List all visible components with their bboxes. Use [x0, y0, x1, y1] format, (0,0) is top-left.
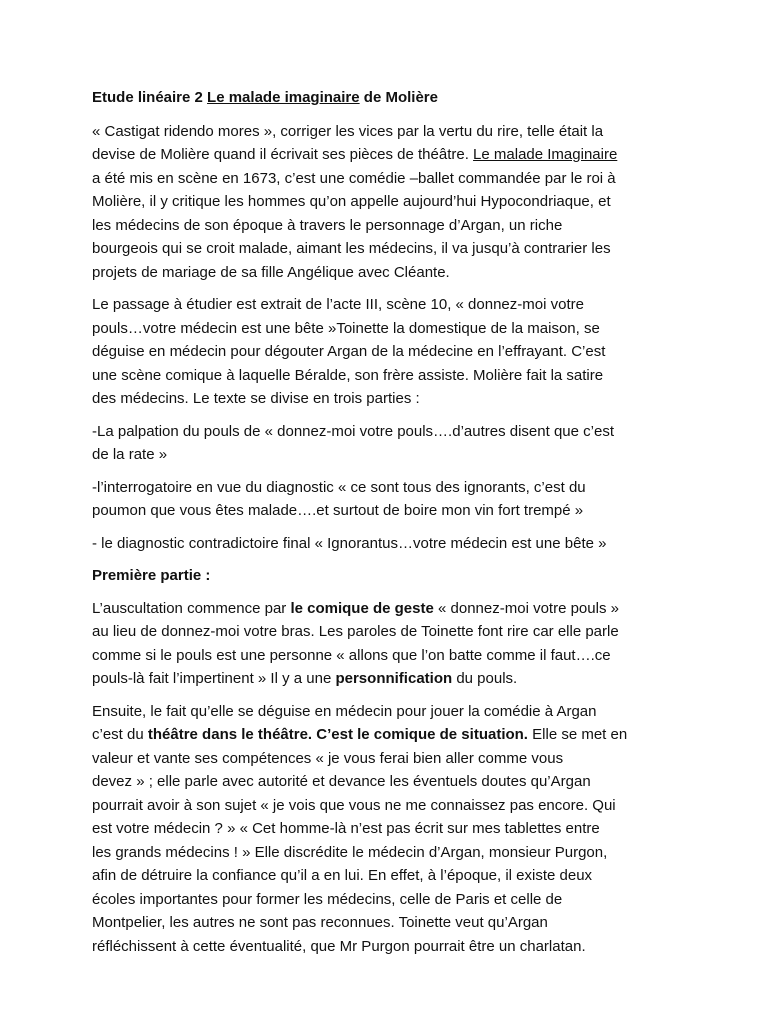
analysis-line: est votre médecin ? » « Cet homme-là n’est pas écrit sur mes tablettes entre [92, 820, 600, 837]
part-line: -La palpation du pouls de « donnez-moi votre pouls….d’autres disent que c’est [92, 422, 614, 440]
title-work: Le malade imaginaire [207, 89, 360, 106]
analysis-line [92, 667, 692, 691]
title-prefix: Etude linéaire 2 [92, 89, 208, 106]
part-two-summary [92, 476, 692, 523]
section-heading: Première partie : [92, 567, 211, 584]
first-part-paragraph [92, 597, 692, 691]
intro-line: Molière, il y critique les hommes qu’on appelle aujourd’hui Hypocondriaque, et [92, 193, 611, 210]
part-three-summary [92, 532, 692, 556]
analysis-line: écoles importantes pour former les médecins, celle de Paris et celle de [92, 890, 563, 908]
passage-line: des médecins. Le texte se divise en trois parties : [92, 390, 420, 407]
intro-line: projets de mariage de sa fille Angélique avec Cléante. [92, 263, 450, 281]
analysis-line: au lieu de donnez-moi votre bras. Les paroles de Toinette font rire car elle parle [92, 623, 619, 640]
part-line: de la rate » [92, 446, 168, 463]
passage-paragraph [92, 293, 692, 411]
analysis-bold: personnification [335, 670, 453, 687]
analysis-text: L’auscultation commence par [92, 599, 291, 617]
part-line: -l’interrogatoire en vue du diagnostic « ce sont tous des ignorants, c’est du [92, 478, 586, 496]
analysis-line [92, 597, 692, 621]
intro-line: a été mis en scène en 1673, c’est une comédie –ballet commandée par le roi à [92, 169, 616, 187]
part-line: poumon que vous êtes malade….et surtout de boire mon vin fort trempé » [92, 502, 584, 519]
intro-line [92, 143, 692, 167]
analysis-line: valeur et vante ses compétences « je vous ferai bien aller comme vous [92, 749, 564, 767]
analysis-text: pouls-là fait l’impertinent » Il y a une [92, 670, 336, 687]
intro-line: les médecins de son époque à travers le personnage d’Argan, un riche [92, 216, 563, 234]
analysis-text: c’est du [92, 726, 148, 743]
analysis-line: afin de détruire la confiance qu’il a en lui. En effet, à l’époque, il existe deux [92, 867, 593, 884]
analysis-bold: théâtre dans le théâtre. C’est le comique de situation. [147, 726, 528, 743]
passage-line: déguise en médecin pour dégouter Argan de la médecine en l’effrayant. C’est [92, 343, 606, 360]
analysis-text: du pouls. [452, 670, 518, 687]
analysis-line: les grands médecins ! » Elle discrédite le médecin d’Argan, monsieur Purgon, [92, 843, 608, 861]
analysis-line: pourrait avoir à son sujet « je vois que vous ne me connaissez pas encore. Qui [92, 796, 616, 814]
analysis-line: comme si le pouls est une personne « allons que l’on batte comme il faut….ce [92, 646, 611, 664]
part-one-summary [92, 420, 692, 467]
analysis-line: Montpelier, les autres ne sont pas reconnues. Toinette veut qu’Argan [92, 914, 548, 931]
second-analysis-paragraph [92, 700, 692, 959]
title-suffix: de Molière [359, 89, 438, 106]
intro-work-title: Le malade Imaginaire [473, 146, 618, 163]
intro-text: devise de Molière quand il écrivait ses pièces de théâtre. [92, 146, 474, 163]
analysis-text: Elle se met en [527, 726, 628, 743]
intro-line: bourgeois qui se croit malade, aimant les médecins, il va jusqu’à contrarier les [92, 240, 611, 257]
analysis-line: réfléchissent à cette éventualité, que Mr Purgon pourrait être un charlatan. [92, 937, 586, 955]
passage-line: pouls…votre médecin est une bête »Toinette la domestique de la maison, se [92, 319, 600, 337]
analysis-line: Ensuite, le fait qu’elle se déguise en médecin pour jouer la comédie à Argan [92, 702, 597, 720]
analysis-text: « donnez-moi votre pouls » [433, 599, 619, 617]
analysis-line [92, 723, 692, 747]
analysis-line: devez » ; elle parle avec autorité et devance les éventuels doutes qu’Argan [92, 773, 591, 790]
part-line: - le diagnostic contradictoire final « Ignorantus…votre médecin est une bête » [92, 534, 607, 552]
document-title [92, 86, 692, 110]
document-page [92, 86, 692, 967]
passage-line: Le passage à étudier est extrait de l’acte III, scène 10, « donnez-moi votre [92, 296, 584, 313]
intro-line: « Castigat ridendo mores », corriger les vices par la vertu du rire, telle était la [92, 122, 604, 140]
passage-line: une scène comique à laquelle Béralde, son frère assiste. Molière fait la satire [92, 366, 604, 384]
intro-paragraph [92, 120, 692, 285]
analysis-bold: le comique de geste [290, 599, 434, 617]
